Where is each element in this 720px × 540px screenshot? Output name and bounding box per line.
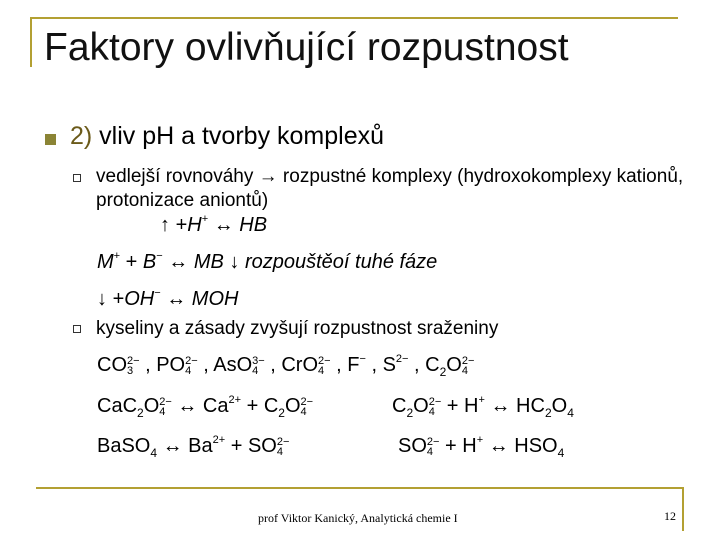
top-rule (30, 17, 678, 19)
footer-author: prof Viktor Kanický, Analytická chemie I (258, 511, 458, 525)
eq-cac2o4: CaC$_2$O 2− 4 ↔ $Ca^{2+} + C_2O$ 2− 4 (97, 394, 314, 420)
eq-anions: CO 2− 3 , PO 2− 4 , AsO 3− 4 , CrO 2− 4 , F− , $S^{2-}$ , $C_2O$ 2− 4 (97, 353, 475, 379)
eq-so4-h: SO 2− 4 + H+ ↔ $HSO_4$ (398, 434, 565, 460)
bullet-acids-bases: kyseliny a zásady zvyšují rozpustnost sraženiny (96, 318, 499, 339)
page-number: 12 (664, 509, 676, 523)
slide-title: Faktory ovlivňující rozpustnost (44, 26, 569, 69)
bottom-rule (36, 487, 684, 489)
level2-bullet-icon (73, 325, 81, 333)
eq-c2o4-h: $C_2O$ 2− 4 + H+ ↔ $HC_2O_4$ (392, 394, 574, 420)
heading-line (70, 122, 384, 151)
level2-bullet-icon (73, 174, 81, 182)
level1-bullet-icon (45, 134, 56, 145)
eq-moh: ↓ +OH− ↔ MOH (97, 287, 239, 310)
eq-baso4: BaSO$_4$ ↔ $Ba^{2+}$ + SO 2− 4 (97, 434, 290, 460)
bullet-side-equilibria: vedlejší rovnováhy → rozpustné komplexy (hydroxokomplexy kationů, protonizace aniontů) (96, 166, 684, 211)
right-rule (682, 487, 684, 531)
left-rule (30, 17, 32, 67)
eq-dissolution: M+ + B− ↔ MB ↓ rozpouštěoí tuhé fáze (97, 250, 438, 273)
eq-hb: ↑ +H+ ↔ HB (160, 213, 268, 236)
heading-text: vliv pH a tvorby komplexů (92, 122, 385, 150)
heading-number: 2) (70, 122, 93, 150)
